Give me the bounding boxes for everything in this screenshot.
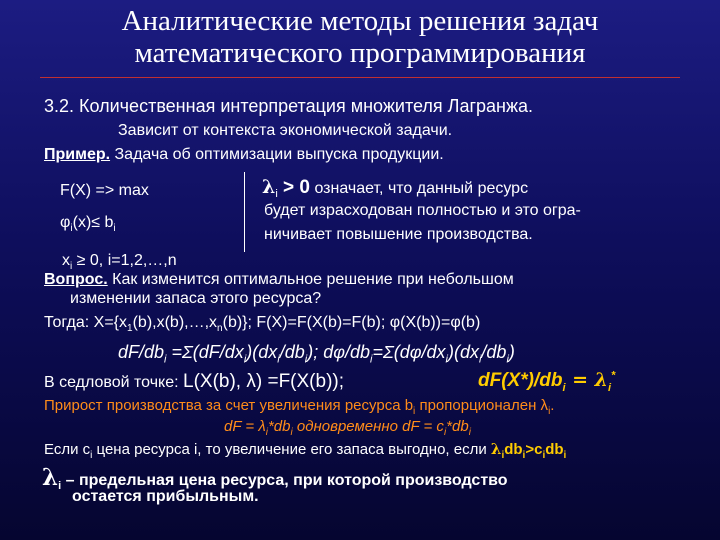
saddle-res-sub: i (562, 381, 566, 394)
conclusion-sub: i (58, 480, 62, 493)
diff-b-sub: i (290, 427, 293, 438)
then-a-sub: 1 (127, 323, 133, 335)
lambda-cond: > 0 (277, 177, 311, 198)
diff-c-sub: i (443, 427, 447, 438)
price-c: λ (490, 440, 502, 458)
price-b: цена ресурса i, то увеличение его запаса выгодно, если (92, 441, 491, 458)
price-f-sub: i (563, 450, 567, 461)
diff-d: *db (446, 418, 469, 435)
nonneg-x: x (62, 252, 70, 269)
price-f: db (545, 441, 564, 458)
example-text: Задача об оптимизации выпуска продукции. (110, 146, 444, 163)
conclusion-line2: остается прибыльным. (72, 488, 259, 505)
f1-a-sub: i (164, 353, 167, 366)
diff-a-sub: i (265, 427, 268, 438)
constraint-mid: (x)≤ b (72, 214, 114, 231)
f1-c-sub: i (277, 353, 280, 366)
price-e: >c (525, 441, 543, 458)
growth-sub2: i (548, 406, 551, 417)
price-line (44, 440, 566, 461)
constraint-sub2: i (113, 223, 116, 235)
conclusion-lambda: λ (42, 464, 59, 491)
f1-g: )(dx (447, 342, 479, 362)
then-line (44, 314, 480, 334)
growth-sub: i (413, 406, 416, 417)
nonneg-constraint (62, 252, 177, 272)
growth-text2: пропорционален λ (415, 397, 549, 414)
vertical-separator (244, 172, 245, 252)
conclusion-text1: – предельная цена ресурса, при которой производство (61, 472, 508, 489)
lambda-note-line3: ничивает повышение производства. (264, 226, 533, 243)
example-label: Пример. (44, 146, 111, 163)
diff-a: dF = λ (224, 418, 266, 435)
f1-f: =Σ(dφ/dx (372, 342, 446, 362)
nonneg-sub: i (70, 261, 73, 273)
saddle-label: В седловой точке: (44, 374, 184, 391)
question-line1 (44, 271, 514, 289)
then-b: (b),x(b),…,x (132, 314, 218, 331)
slide-title-line1: Аналитические методы решения задач (121, 5, 599, 37)
lambda-note-line2: будет израсходован полностью и это огра- (264, 202, 581, 219)
then-a: Тогда: X={x (44, 314, 128, 331)
nonneg-rest: ≥ 0, i=1,2,…,n (72, 252, 177, 269)
diff-c: одновременно dF = c (292, 418, 444, 435)
saddle-result (478, 369, 615, 394)
differential-line (224, 418, 471, 438)
f1-d: /db (279, 342, 305, 362)
then-c: (b)}; F(X)=F(X(b)=F(b); φ(X(b))=φ(b) (222, 314, 481, 331)
f1-c: )(dx (246, 342, 278, 362)
f1-i: ) (508, 342, 515, 362)
lambda-note-line1 (262, 176, 528, 200)
f1-g-sub: i (478, 353, 482, 366)
f1-h: /db (481, 342, 507, 362)
saddle-expr: L(X(b), λ) =F(X(b)); (183, 371, 344, 392)
lambda-text1: означает, что данный ресурс (310, 180, 529, 197)
f1-b-sub: i (243, 353, 247, 366)
growth-end: . (550, 397, 555, 414)
question-line2: изменении запаса этого ресурса? (70, 290, 322, 307)
question-label: Вопрос. (44, 271, 108, 288)
objective: F(X) => max (60, 182, 149, 199)
f1-f-sub: i (445, 353, 448, 366)
section-subheading: Зависит от контекста экономической задачи. (118, 122, 453, 139)
price-c-sub: i (501, 450, 505, 461)
f1-b: =Σ(dF/dx (166, 342, 244, 362)
f1-d-sub: i (304, 353, 308, 366)
price-e-sub: i (542, 450, 546, 461)
lambda-sub: i (275, 188, 278, 201)
growth-statement (44, 397, 554, 417)
saddle-res-b: = λ (565, 369, 608, 391)
chain-rule-formula (118, 342, 515, 366)
diff-b: *db (267, 418, 291, 435)
f1-a: dF/db (118, 342, 165, 362)
growth-text: Прирост производства за счет увеличения ресурса b (44, 397, 414, 414)
constraint-sub: i (70, 223, 73, 235)
saddle-res-sup: * (611, 369, 616, 382)
constraint (60, 214, 116, 234)
f1-e-sub: i (369, 353, 373, 366)
price-a: Если c (44, 441, 91, 458)
slide-title-line2: математического программирования (134, 37, 586, 69)
diff-d-sub: i (468, 427, 471, 438)
price-d: db (504, 441, 523, 458)
title-divider (40, 77, 680, 78)
saddle-res-sub2: i (607, 381, 612, 394)
constraint-phi: φ (60, 214, 71, 231)
section-heading: 3.2. Количественная интерпретация множителя Лагранжа. (44, 96, 534, 116)
f1-e: ); dφ/db (307, 342, 370, 362)
f1-h-sub: i (506, 353, 509, 366)
price-a-sub: i (90, 450, 93, 461)
then-b-sub: n (217, 323, 223, 335)
example-line (44, 146, 444, 164)
question-text1: Как изменится оптимальное решение при небольшом (107, 271, 514, 288)
saddle-line (44, 371, 344, 393)
price-d-sub: i (522, 450, 526, 461)
lambda-symbol: λ (262, 176, 276, 198)
saddle-res-a: dF(X*)/db (478, 370, 563, 391)
